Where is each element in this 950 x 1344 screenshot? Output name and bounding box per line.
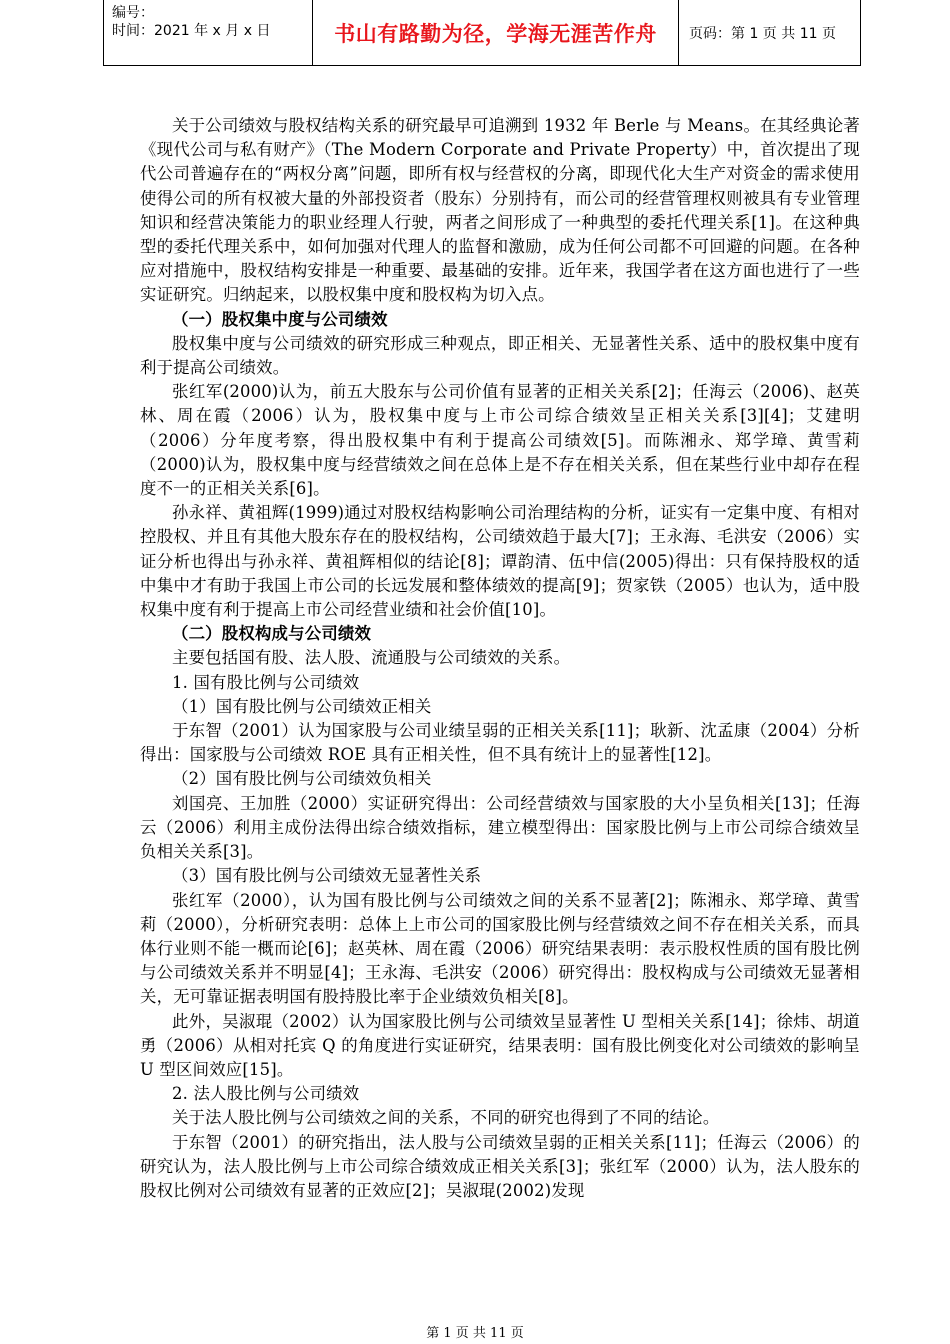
header-meta: [104, 0, 313, 65]
section-heading-1: （一）股权集中度与公司绩效: [172, 309, 388, 329]
paragraph: 孙永祥、黄祖辉(1999)通过对股权结构影响公司治理结构的分析，证实有一定集中度、有相对控股权、并且有其他大股东存在的股权结构，公司绩效趋于最大[7]；王永海、毛洪安（2006）实证分析也得出与孙永祥、黄祖辉相似的结论[8]；谭韵清、伍中信(2005)得出：只有保持股权的适中集中才有助于我国上市公司的长远发展和整体绩效的提高[9]；贺家铁（2005）也认为，适中股权集中度有利于提高上市公司经营业绩和社会价值[10]。: [140, 503, 860, 620]
subsubsection-heading: （2）国有股比例与公司绩效负相关: [172, 769, 432, 789]
header-page-info: 页码：第 1 页 共 11 页: [689, 25, 836, 42]
header-time-label: 时间：2021 年 x 月 x 日: [112, 23, 271, 39]
document-body: [140, 114, 860, 1203]
paragraph: 股权集中度与公司绩效的研究形成三种观点，即正相关、无显著性关系、适中的股权集中度有利于提高公司绩效。: [140, 333, 860, 378]
paragraph: 于东智（2001）认为国家股与公司业绩呈弱的正相关关系[11]；耿新、沈孟康（2004）分析得出：国家股与公司绩效 ROE 具有正相关性，但不具有统计上的显著性[12]。: [140, 721, 860, 765]
header-number-label: 编号：: [112, 5, 154, 21]
paragraph: 于东智（2001）的研究指出，法人股与公司绩效呈弱的正相关关系[11]；任海云（2006）的研究认为，法人股比例与上市公司综合绩效成正相关关系[3]；张红军（2000）认为，法人股东的股权比例对公司绩效有显著的正效应[2]；吴淑琨(2002)发现: [140, 1132, 860, 1200]
subsection-heading: 1. 国有股比例与公司绩效: [172, 672, 360, 692]
paragraph: 此外，吴淑琨（2002）认为国家股比例与公司绩效呈显著性 U 型相关关系[14]；徐炜、胡道勇（2006）从相对托宾 Q 的角度进行实证研究，结果表明：国有股比例变化对公司绩效的影响呈 U 型区间效应[15]。: [140, 1011, 860, 1079]
paragraph-intro: 关于公司绩效与股权结构关系的研究最早可追溯到 1932 年 Berle 与 Means。在其经典论著《现代公司与私有财产》（The Modern Corporate and Private Property）中，首次提出了现代公司普遍存在的“两权分离”问题，即所有权与经营权的分离，即现代化大生产对资金的需求使用使得公司的所有权被大量的外部投资者（股东）分别持有，而公司的经营管理权则被具有专业管理知识和经营决策能力的职业经理人行驶，两者之间形成了一种典型的委托代理关系[1]。在这种典型的委托代理关系中，如何加强对代理人的监督和激励，成为任何公司都不可回避的问题。在各种应对措施中，股权结构安排是一种重要、最基础的安排。近年来，我国学者在这方面也进行了一些实证研究。归纳起来，以股权集中度和股权构为切入点。: [140, 116, 860, 305]
subsubsection-heading: （3）国有股比例与公司绩效无显著性关系: [172, 866, 482, 886]
page-footer: 第 1 页 共 11 页: [426, 1326, 524, 1341]
subsubsection-heading: （1）国有股比例与公司绩效正相关: [172, 696, 432, 716]
paragraph: 刘国亮、王加胜（2000）实证研究得出：公司经营绩效与国家股的大小呈负相关[13]；任海云（2006）利用主成份法得出综合绩效指标，建立模型得出：国家股比例与上市公司综合绩效呈负相关关系[3]。: [140, 793, 860, 862]
paragraph: 关于法人股比例与公司绩效之间的关系，不同的研究也得到了不同的结论。: [172, 1108, 720, 1128]
paragraph: 张红军(2000)认为，前五大股东与公司价值有显著的正相关关系[2]；任海云（2006)、赵英林、周在霞（2006）认为，股权集中度与上市公司综合绩效呈正相关关系[3][4]；艾建明（2006）分年度考察，得出股权集中有利于提高公司绩效[5]。而陈湘永、郑学璋、黄雪莉（2000)认为，股权集中度与经营绩效之间在总体上是不存在相关关系，但在某些行业中却存在程度不一的正相关关系[6]。: [140, 382, 860, 499]
header-motto: 书山有路勤为径，学海无涯苦作舟: [313, 0, 679, 65]
page-header: [103, 0, 861, 66]
paragraph: 张红军（2000），认为国有股比例与公司绩效之间的关系不显著[2]；陈湘永、郑学璋、黄雪莉（2000），分析研究表明：总体上上市公司的国家股比例与经营绩效之间不存在相关关系，而具体行业则不能一概而论[6]；赵英林、周在霞（2006）研究结果表明：表示股权性质的国有股比例与公司绩效关系并不明显[4]；王永海、毛洪安（2006）研究得出：股权构成与公司绩效无显著相关，无可靠证据表明国有股持股比率于企业绩效负相关[8]。: [140, 890, 860, 1007]
section-heading-2: （二）股权构成与公司绩效: [172, 624, 372, 644]
subsection-heading: 2. 法人股比例与公司绩效: [172, 1084, 360, 1104]
paragraph: 主要包括国有股、法人股、流通股与公司绩效的关系。: [172, 648, 571, 668]
